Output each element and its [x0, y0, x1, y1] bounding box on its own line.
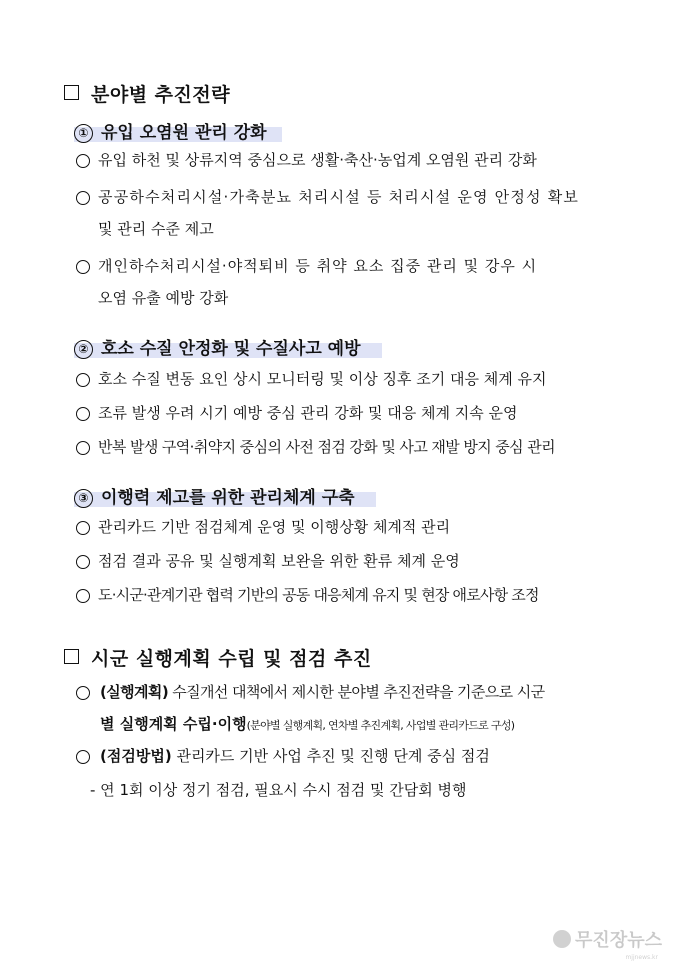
bullet-text: 개인하수처리시설·야적퇴비 등 취약 요소 집중 관리 및 강우 시 — [98, 257, 538, 275]
plan-item-2: (점검방법) 관리카드 기반 사업 추진 및 진행 단계 중심 점검 — [100, 747, 490, 765]
circle-bullet-icon — [76, 191, 90, 205]
bullet-text-continued: 오염 유출 예방 강화 — [98, 289, 229, 307]
bullet-text-continued: 및 관리 수준 제고 — [98, 220, 214, 238]
watermark: 무진장뉴스 mjjnews.kr — [553, 926, 662, 952]
circle-bullet-icon — [76, 260, 90, 274]
circle-bullet-icon — [76, 407, 90, 421]
circle-bullet-icon — [76, 686, 90, 700]
circled-number: ① — [74, 124, 93, 143]
circle-bullet-icon — [76, 521, 90, 535]
bullet-text: 조류 발생 우려 시기 예방 중심 관리 강화 및 대응 체계 지속 운영 — [98, 404, 518, 422]
checkbox-square-icon — [64, 649, 79, 664]
bullet-text: 점검 결과 공유 및 실행계획 보완을 위한 환류 체계 운영 — [98, 552, 460, 570]
plan-item-1: (실행계획) 수질개선 대책에서 제시한 분야별 추진전략을 기준으로 시군 — [100, 683, 545, 701]
bullet-text: 반복 발생 구역·취약지 중심의 사전 점검 강화 및 사고 재발 방지 중심 관리 — [98, 438, 555, 456]
circle-bullet-icon — [76, 555, 90, 569]
plan-item-1-continued: 별 실행계획 수립·이행(분야별 실행계획, 연차별 추진계획, 사업별 관리카드로 구성) — [100, 715, 515, 733]
strategy-heading-3: ③ 이행력 제고를 위한 관리체계 구축 — [74, 483, 355, 505]
circled-number: ② — [74, 340, 93, 359]
plan-dash-item: - 연 1회 이상 정기 점검, 필요시 수시 점검 및 간담회 병행 — [90, 781, 467, 799]
strategy-heading-2: ② 호소 수질 안정화 및 수질사고 예방 — [74, 334, 361, 356]
bullet-text: 공공하수처리시설·가축분뇨 처리시설 등 처리시설 운영 안정성 확보 — [98, 188, 580, 206]
watermark-logo-icon — [553, 930, 571, 948]
bullet-text: 유입 하천 및 상류지역 중심으로 생활·축산·농업계 오염원 관리 강화 — [98, 151, 537, 169]
circle-bullet-icon — [76, 589, 90, 603]
circle-bullet-icon — [76, 154, 90, 168]
bullet-text: 호소 수질 변동 요인 상시 모니터링 및 이상 징후 조기 대응 체계 유지 — [98, 370, 547, 388]
bullet-text: 관리카드 기반 점검체계 운영 및 이행상황 체계적 관리 — [98, 518, 451, 536]
checkbox-square-icon — [64, 85, 79, 100]
circled-number: ③ — [74, 489, 93, 508]
bullet-text: 도·시군·관계기관 협력 기반의 공동 대응체계 유지 및 현장 애로사항 조정 — [98, 586, 539, 604]
circle-bullet-icon — [76, 373, 90, 387]
circle-bullet-icon — [76, 750, 90, 764]
section-title-plan: 시군 실행계획 수립 및 점검 추진 — [64, 644, 372, 671]
section-title-strategy: 분야별 추진전략 — [64, 80, 230, 107]
strategy-heading-1: ① 유입 오염원 관리 강화 — [74, 118, 267, 140]
circle-bullet-icon — [76, 441, 90, 455]
